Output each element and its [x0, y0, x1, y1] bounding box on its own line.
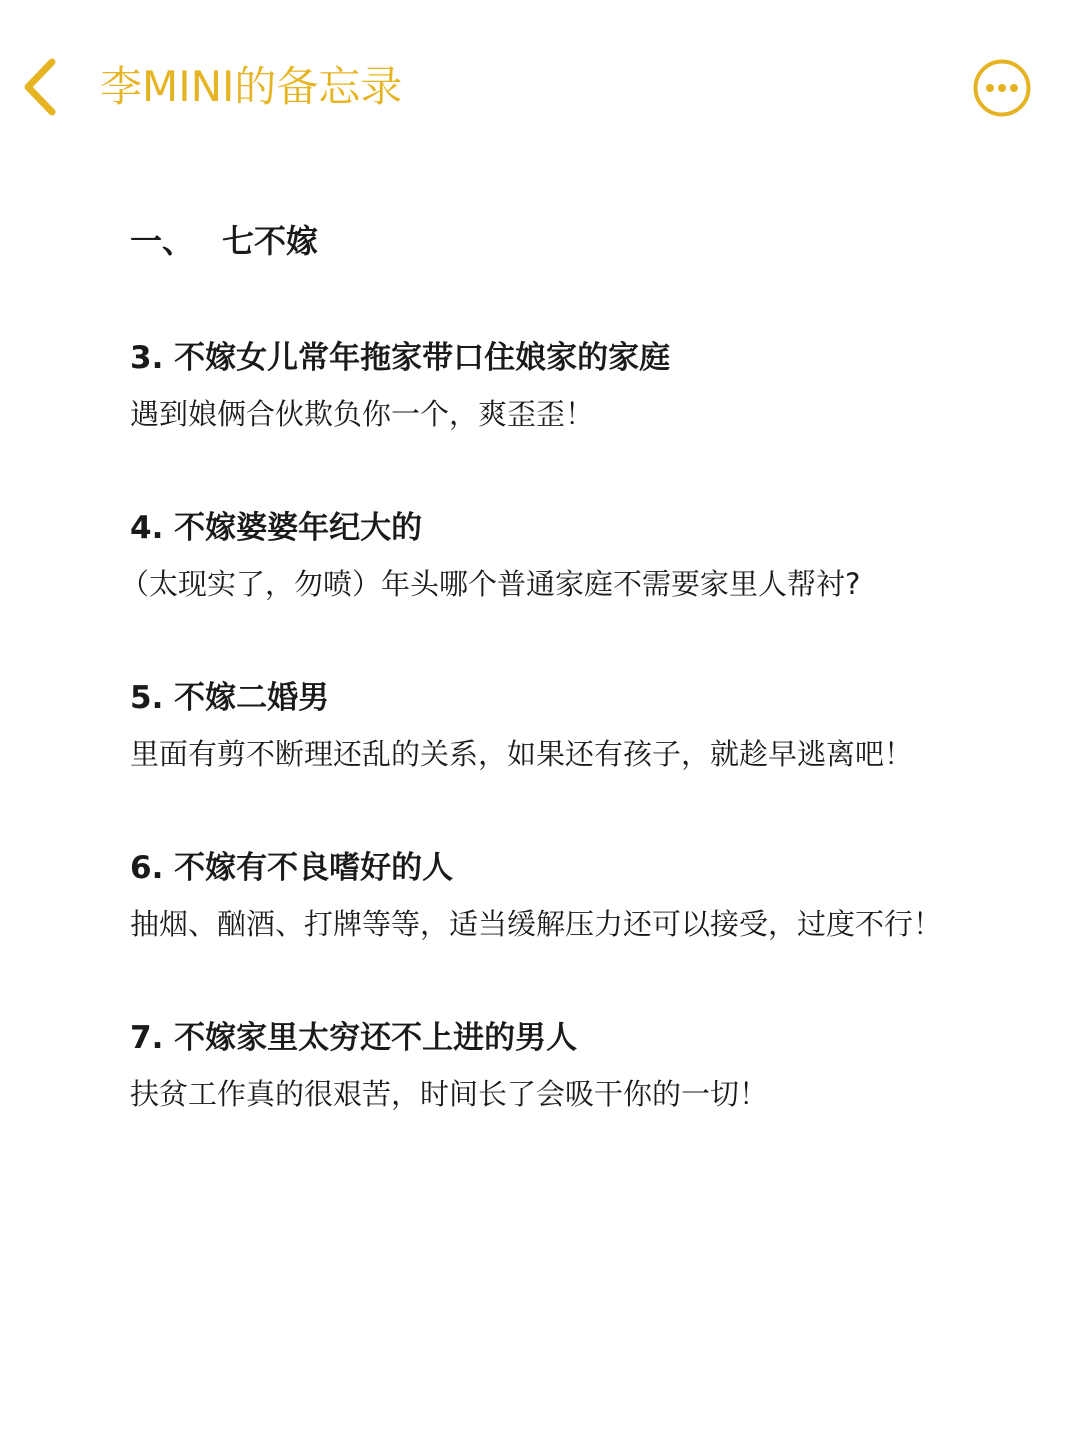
more-horizontal-icon — [972, 58, 1032, 118]
back-button[interactable] — [14, 54, 70, 120]
item-body: 扶贫工作真的很艰苦，时间长了会吸干你的一切！ — [130, 1077, 769, 1111]
list-item — [130, 1010, 990, 1122]
section-title: 七不嫁 — [222, 222, 319, 260]
item-title: 7. 不嫁家里太穷还不上进的男人 — [130, 1020, 578, 1056]
list-item — [120, 500, 990, 612]
list-item — [130, 670, 990, 782]
top-bar — [0, 0, 1080, 175]
item-title: 6. 不嫁有不良嗜好的人 — [130, 850, 454, 886]
chevron-left-icon — [14, 54, 70, 120]
page-title: 李MINI的备忘录 — [100, 62, 403, 111]
note-content — [120, 218, 990, 1180]
item-title: 5. 不嫁二婚男 — [130, 680, 330, 716]
item-title: 4. 不嫁婆婆年纪大的 — [130, 510, 423, 546]
item-title: 3. 不嫁女儿常年拖家带口住娘家的家庭 — [130, 340, 671, 376]
list-item — [130, 330, 990, 442]
section-heading — [130, 218, 990, 264]
item-body: 遇到娘俩合伙欺负你一个，爽歪歪！ — [130, 397, 595, 431]
section-number: 一、 — [130, 222, 195, 260]
list-item — [130, 840, 990, 952]
item-body: （太现实了，勿喷）年头哪个普通家庭不需要家里人帮衬? — [120, 567, 861, 601]
more-button[interactable] — [972, 58, 1032, 118]
item-body: 抽烟、酗酒、打牌等等，适当缓解压力还可以接受，过度不行！ — [130, 907, 943, 941]
item-body: 里面有剪不断理还乱的关系，如果还有孩子，就趁早逃离吧！ — [130, 737, 914, 771]
